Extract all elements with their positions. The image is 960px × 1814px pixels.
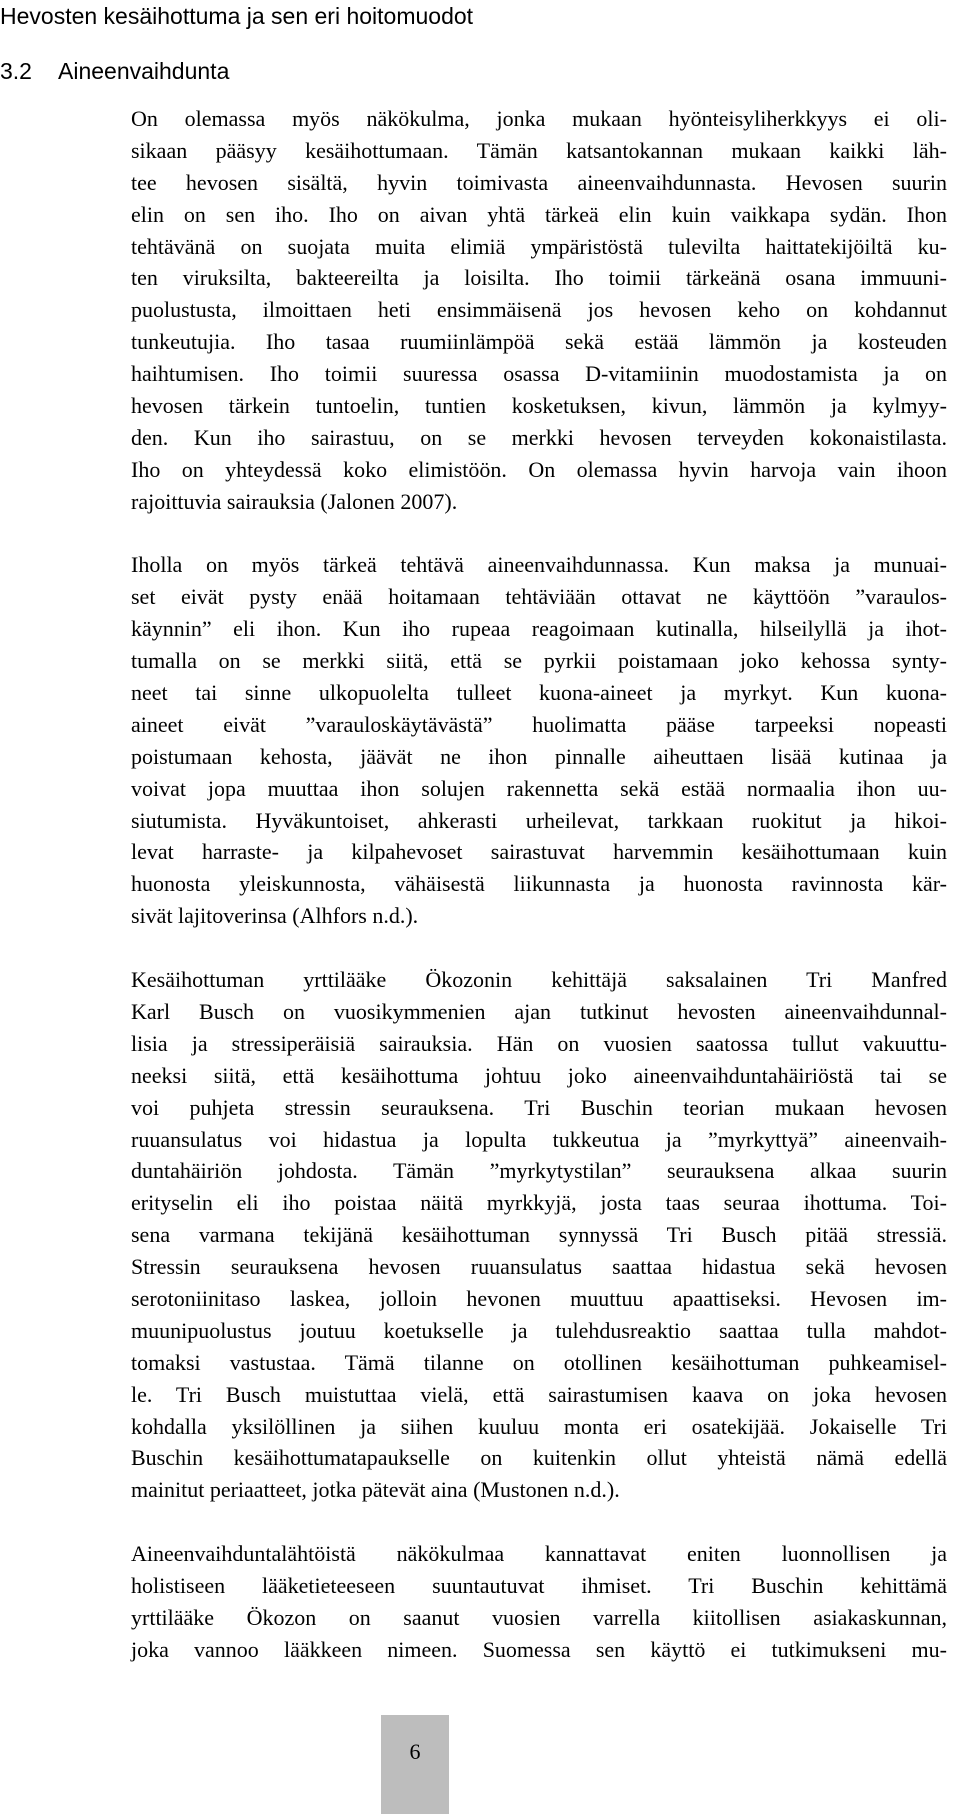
paragraph [131, 964, 947, 1506]
text-line: käynnin” eli ihon. Kun iho rupeaa reagoimaan kutinalla, hilseilyllä ja ihot- [131, 616, 947, 642]
text-line: neet tai sinne ulkopuolelta tulleet kuona-aineet ja myrkyt. Kun kuona- [131, 680, 947, 706]
text-line: set eivät pysty enää hoitamaan tehtäviään ottavat ne käyttöön ”varaulos- [131, 584, 947, 610]
text-line: tehtävänä on suojata muita elimiä ympäristöstä tulevilta haittatekijöiltä ku- [131, 233, 947, 259]
text-line: Kesäihottuman yrttilääke Ökozonin kehittäjä saksalainen Tri Manfred [131, 967, 947, 993]
text-line: haihtumisen. Iho toimii suuressa osassa D-vitamiinin muodostamista ja on [131, 361, 947, 387]
text-line: yrttilääke Ökozon on saanut vuosien varrella kiitollisen asiakaskunnan, [131, 1604, 947, 1630]
text-line: Stressin seurauksena hevosen ruuansulatus saattaa hidastua sekä hevosen [131, 1254, 947, 1280]
text-line: serotoniinitaso laskea, jolloin hevonen muuttuu apaattiseksi. Hevosen im- [131, 1285, 947, 1311]
text-line: duntahäiriön johdosta. Tämän ”myrkytystilan” seurauksena alkaa suurin [131, 1158, 947, 1184]
text-line: sivät lajitoverinsa (Alhfors n.d.). [131, 903, 419, 929]
section-number: 3.2 [0, 58, 32, 84]
text-line: voi puhjeta stressin seurauksena. Tri Buschin teorian mukaan hevosen [131, 1094, 947, 1120]
text-line: ten viruksilta, bakteereilta ja loisilta. Iho toimii tärkeänä osana immuuni- [131, 265, 947, 291]
text-line: puolustusta, ilmoittaen heti ensimmäisenä jos hevosen keho on kohdannut [131, 297, 947, 323]
text-line: levat harraste- ja kilpahevoset sairastuvat harvemmin kesäihottumaan kuin [131, 839, 947, 865]
text-line: elin on sen iho. Iho on aivan yhtä tärkeä elin kuin vaikkapa sydän. Ihon [131, 201, 947, 227]
paragraph [131, 103, 947, 518]
text-line: Iholla on myös tärkeä tehtävä aineenvaihdunnassa. Kun maksa ja munuai- [131, 552, 947, 578]
text-line: tee hevosen sisältä, hyvin toimivasta aineenvaihdunnasta. Hevosen suurin [131, 169, 947, 195]
running-header: Hevosten kesäihottuma ja sen eri hoitomuodot [0, 3, 474, 29]
text-line: mainitut periaatteet, jotka pätevät aina (Mustonen n.d.). [131, 1477, 620, 1503]
text-line: Aineenvaihduntalähtöistä näkökulmaa kannattavat eniten luonnollisen ja [131, 1541, 947, 1567]
paragraph [131, 549, 947, 932]
text-line: siutumista. Hyväkuntoiset, ahkerasti urheilevat, tarkkaan ruokitut ja hikoi- [131, 807, 947, 833]
text-line: le. Tri Busch muistuttaa vielä, että sairastumisen kaava on joka hevosen [131, 1381, 947, 1407]
text-line: tunkeutujia. Iho tasaa ruumiinlämpöä sekä estää lämmön ja kosteuden [131, 329, 947, 355]
text-line: tumalla on se merkki siitä, että se pyrkii poistamaan joko kehossa synty- [131, 648, 947, 674]
text-line: lisia ja stressiperäisiä sairauksia. Hän on vuosien saatossa tullut vakuuttu- [131, 1030, 947, 1056]
text-line: joka vannoo lääkkeen nimeen. Suomessa sen käyttö ei tutkimukseni mu- [131, 1636, 947, 1662]
text-line: huonosta yleiskunnosta, vähäisestä liikunnasta ja huonosta ravinnosta kär- [131, 871, 947, 897]
paragraph [131, 1538, 947, 1666]
text-line: den. Kun iho sairastuu, on se merkki hevosen terveyden kokonaistilasta. [131, 424, 947, 450]
text-line: hevosen tärkein tuntoelin, tuntien kosketuksen, kivun, lämmön ja kylmyy- [131, 393, 947, 419]
body-text [131, 103, 947, 1698]
text-line: aineet eivät ”varauloskäytävästä” huolimatta pääse tarpeeksi nopeasti [131, 711, 947, 737]
text-line: rajoittuvia sairauksia (Jalonen 2007). [131, 488, 458, 514]
text-line: erityselin eli iho poistaa näitä myrkkyjä, josta taas seuraa ihottuma. Toi- [131, 1190, 947, 1216]
text-line: poistumaan kehosta, jäävät ne ihon pinnalle aiheuttaen lisää kutinaa ja [131, 743, 947, 769]
text-line: sikaan pääsyy kesäihottumaan. Tämän katsantokannan mukaan kaikki läh- [131, 137, 947, 163]
text-line: muunipuolustus joutuu koetukselle ja tulehdusreaktio saattaa tulla mahdot- [131, 1317, 947, 1343]
text-line: voivat jopa muuttaa ihon solujen rakennetta sekä estää normaalia ihon uu- [131, 775, 947, 801]
text-line: ruuansulatus voi hidastua ja lopulta tukkeutua ja ”myrkyttyä” aineenvaih- [131, 1126, 947, 1152]
section-heading [0, 57, 229, 85]
text-line: sena varmana tekijänä kesäihottuman synnyssä Tri Busch pitää stressiä. [131, 1222, 947, 1248]
text-line: Karl Busch on vuosikymmenien ajan tutkinut hevosten aineenvaihdunnal- [131, 998, 947, 1024]
text-line: On olemassa myös näkökulma, jonka mukaan hyönteisyliherkkyys ei oli- [131, 106, 947, 131]
section-title: Aineenvaihdunta [58, 58, 230, 84]
page-number: 6 [381, 1715, 449, 1814]
text-line: holistiseen lääketieteeseen suuntautuvat ihmiset. Tri Buschin kehittämä [131, 1572, 947, 1598]
text-line: neeksi siitä, että kesäihottuma johtuu joko aineenvaihduntahäiriöstä tai se [131, 1062, 947, 1088]
text-line: Buschin kesäihottumatapaukselle on kuitenkin ollut yhteistä nämä edellä [131, 1445, 947, 1471]
text-line: kohdalla yksilöllinen ja siihen kuuluu monta eri osatekijää. Jokaiselle Tri [131, 1413, 947, 1439]
text-line: tomaksi vastustaa. Tämä tilanne on otollinen kesäihottuman puhkeamisel- [131, 1349, 947, 1375]
text-line: Iho on yhteydessä koko elimistöön. On olemassa hyvin harvoja vain ihoon [131, 456, 947, 482]
